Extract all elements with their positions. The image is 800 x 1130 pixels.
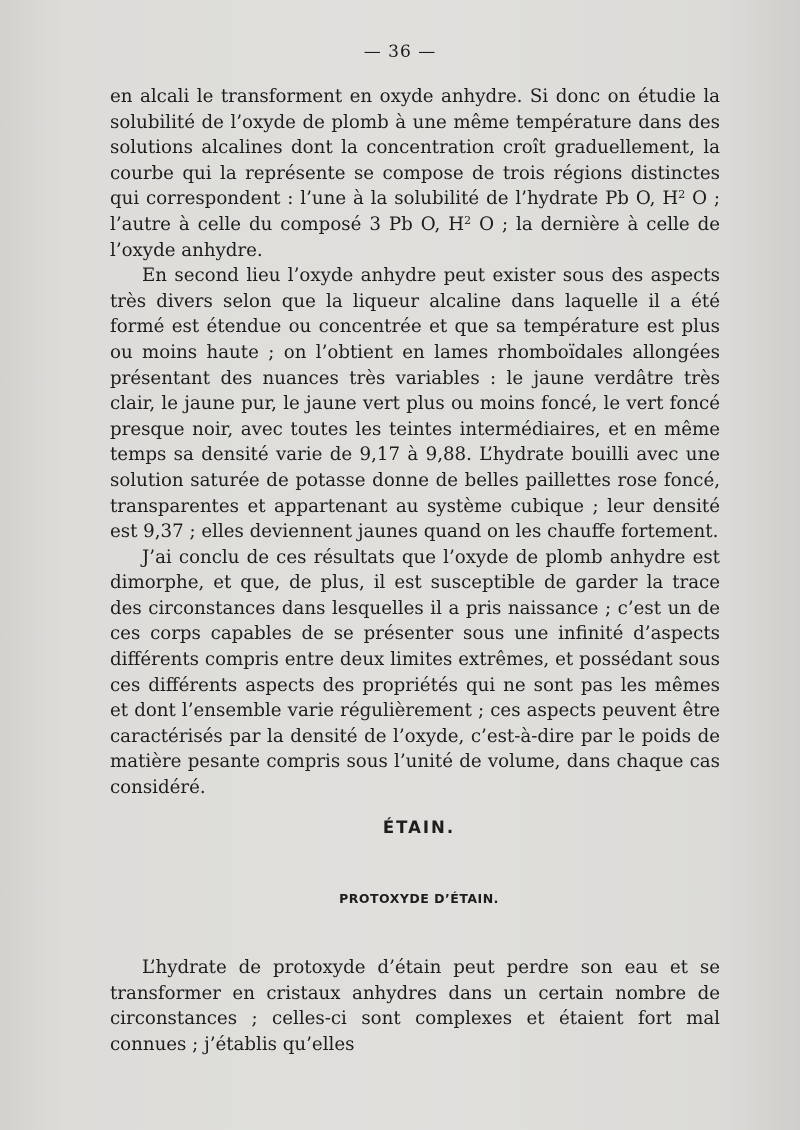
- closing-text: [110, 955, 720, 1057]
- paragraph-4: L’hydrate de protoxyde d’étain peut perdre son eau et se transformer en cristaux anhydres dans un certain nombre de circonstances ; celles-ci sont complexes et étaient fort mal connues ; j’établis qu’elles: [110, 957, 720, 1055]
- paragraph-3: J’ai conclu de ces résultats que l’oxyde de plomb anhydre est dimorphe, et que, de plus, il est susceptible de garder la trace des circonstances dans lesquelles il a pris naissance ; c’est un de ces corps capables de se présenter sous une infinité d’aspects différents compris entre deux limites extrêmes, et possédant sous ces différents aspects des propriétés qui ne sont pas les mêmes et dont l’ensemble varie régulièrement ; ces aspects peuvent être caractérisés par la densité de l’oxyde, c’est-à-dire par le poids de matière pesante compris sous l’unité de volume, dans chaque cas considéré.: [110, 546, 720, 799]
- paragraph-1-part-1: en alcali le transforment en oxyde anhydre. Si donc on étudie la solubilité de l’oxyde de plomb à une même température dans des solutions alcalines dont la concentration croît graduellement, la courbe qui la représente se compose de trois régions distinctes qui correspondent : l’une à la solubilité de l’hydrate Pb O, H: [110, 86, 720, 210]
- superscript-2: 2: [464, 213, 472, 227]
- paragraph-1-part-2: O ; l’autre à celle du composé 3 Pb O, H: [110, 188, 720, 235]
- paragraph-1: [110, 84, 720, 263]
- subsection-title: PROTOXYDE D’ÉTAIN.: [339, 891, 499, 906]
- paragraph-2: En second lieu l’oxyde anhydre peut exister sous des aspects très divers selon que la liqueur alcaline dans laquelle il a été formé est étendue ou concentrée et que sa température est plus ou moins haute ; on l’obtient en lames rhomboïdales allongées présentant des nuances très variables : le jaune verdâtre très clair, le jaune pur, le jaune vert plus ou moins foncé, le vert foncé presque noir, avec toutes les teintes intermédiaires, et en même temps sa densité varie de 9,17 à 9,88. L’hydrate bouilli avec une solution saturée de potasse donne de belles paillettes rose foncé, transparentes et appartenant au système cubique ; leur densité est 9,37 ; elles deviennent jaunes quand on les chauffe fortement.: [110, 265, 720, 543]
- section-title: ÉTAIN.: [382, 818, 456, 837]
- body-text: [110, 84, 720, 801]
- page-number: — 36 —: [363, 42, 437, 62]
- paragraph-1-part-3: O ; la dernière à celle de l’oxyde anhydre.: [110, 213, 720, 261]
- superscript-2: 2: [678, 188, 686, 202]
